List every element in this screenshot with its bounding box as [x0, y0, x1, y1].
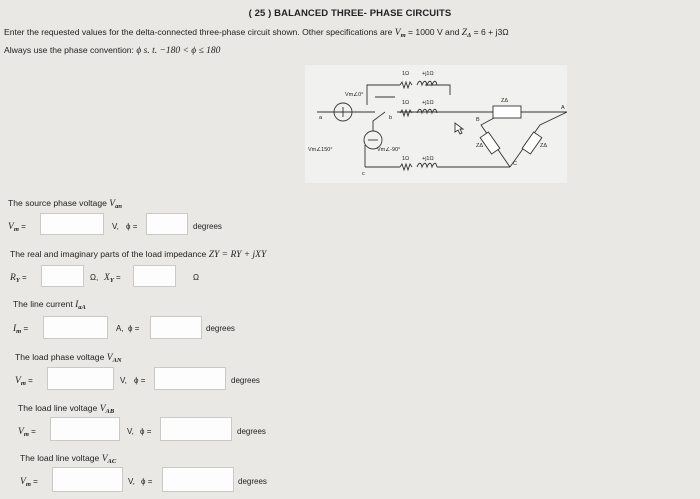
line-current-degrees: degrees [206, 324, 235, 333]
load-line-ab-unit: V, [127, 427, 134, 436]
load-line-ac-heading: The load line voltage $V_{AC}$ [20, 453, 117, 465]
source-phase-unit: V, [112, 222, 119, 231]
vm-spec: = 1000 V and [408, 27, 460, 37]
load-phase-heading: The load phase voltage $V_{AN}$ [15, 352, 122, 364]
source-phase-mag-label: $V_m$ = [8, 222, 26, 233]
diagram-source-left-label: Vm∠150° [308, 147, 333, 153]
load-line-ab-degrees: degrees [237, 427, 266, 436]
source-phase-degrees: degrees [193, 222, 222, 231]
load-phase-phi-label: ϕ = [134, 376, 146, 385]
question-title: ( 25 ) BALANCED THREE- PHASE CIRCUITS [248, 8, 452, 19]
load-line-ac-mag-label: $V_m$ = [20, 477, 38, 488]
load-reactance-input[interactable] [133, 265, 176, 287]
z-symbol: $Z_\Delta$ [461, 28, 472, 39]
load-impedance-heading: The real and imaginary parts of the load impedance ZY = RY + jXY [10, 249, 267, 260]
instruction-line [4, 27, 509, 39]
diagram-node-A: A [561, 105, 565, 111]
load-phase-unit: V, [120, 376, 127, 385]
load-x-unit: Ω [193, 273, 199, 282]
diagram-z-top: ZΔ [501, 98, 509, 104]
load-r-unit: Ω, [90, 273, 99, 282]
diagram-node-C: C [513, 161, 517, 167]
line-current-phi-label: ϕ = [128, 324, 140, 333]
load-line-ac-degrees: degrees [238, 477, 267, 486]
source-phase-phi-label: ϕ = [126, 222, 138, 231]
instruction-text: Enter the requested values for the delta-connected three-phase circuit shown. Other specifications are [4, 27, 393, 37]
diagram-l3-label: +j1Ω [422, 156, 434, 162]
convention-text: Always use the phase convention: [4, 45, 134, 55]
diagram-r3-label: 1Ω [402, 156, 410, 162]
load-phase-degrees: degrees [231, 376, 260, 385]
source-phase-magnitude-input[interactable] [40, 213, 104, 235]
load-line-ab-phi-label: ϕ = [140, 427, 152, 436]
diagram-r1-label: 1Ω [402, 71, 410, 77]
load-line-ab-angle-input[interactable] [160, 417, 232, 441]
load-line-ac-phi-label: ϕ = [141, 477, 153, 486]
convention-line [4, 45, 220, 56]
source-phase-heading: The source phase voltage $V_{an}$ [8, 198, 122, 210]
line-current-magnitude-input[interactable] [43, 316, 108, 339]
line-current-heading: The line current $I_{aA}$ [13, 299, 86, 311]
load-resistance-input[interactable] [41, 265, 84, 287]
z-spec: = 6 + j3Ω [473, 27, 509, 37]
line-current-mag-label: $I_m$ = [13, 324, 29, 335]
diagram-node-c: c [362, 171, 365, 177]
vm-symbol: $V_m$ [394, 28, 406, 39]
circuit-svg [305, 65, 567, 183]
source-phase-angle-input[interactable] [146, 213, 188, 235]
circuit-diagram [305, 65, 567, 183]
diagram-l1-label: +j1Ω [422, 71, 434, 77]
load-phase-angle-input[interactable] [154, 367, 226, 390]
load-line-ac-magnitude-input[interactable] [52, 467, 123, 492]
load-line-ab-magnitude-input[interactable] [50, 417, 120, 441]
load-x-label: $X_Y$ = [104, 273, 121, 284]
diagram-z-right: ZΔ [540, 143, 548, 149]
load-line-ab-heading: The load line voltage $V_{AB}$ [18, 403, 115, 415]
load-line-ac-angle-input[interactable] [162, 467, 234, 492]
convention-math: ϕ s. t. −180 < ϕ ≤ 180 [136, 46, 221, 56]
load-phase-magnitude-input[interactable] [47, 367, 114, 390]
diagram-node-a: a [319, 115, 323, 121]
load-phase-mag-label: $V_m$ = [15, 376, 33, 387]
load-line-ab-mag-label: $V_m$ = [18, 427, 36, 438]
load-r-label: $R_Y$ = [10, 273, 27, 284]
diagram-node-B: B [476, 117, 480, 123]
load-line-ac-unit: V, [128, 477, 135, 486]
diagram-source-right-label: Vm∠-90° [377, 147, 401, 153]
diagram-source-top-label: Vm∠0° [345, 92, 364, 98]
diagram-z-left: ZΔ [476, 143, 484, 149]
diagram-node-b: b [389, 115, 393, 121]
line-current-angle-input[interactable] [150, 316, 202, 339]
diagram-l2-label: +j1Ω [422, 100, 434, 106]
line-current-unit: A, [116, 324, 124, 333]
diagram-r2-label: 1Ω [402, 100, 410, 106]
